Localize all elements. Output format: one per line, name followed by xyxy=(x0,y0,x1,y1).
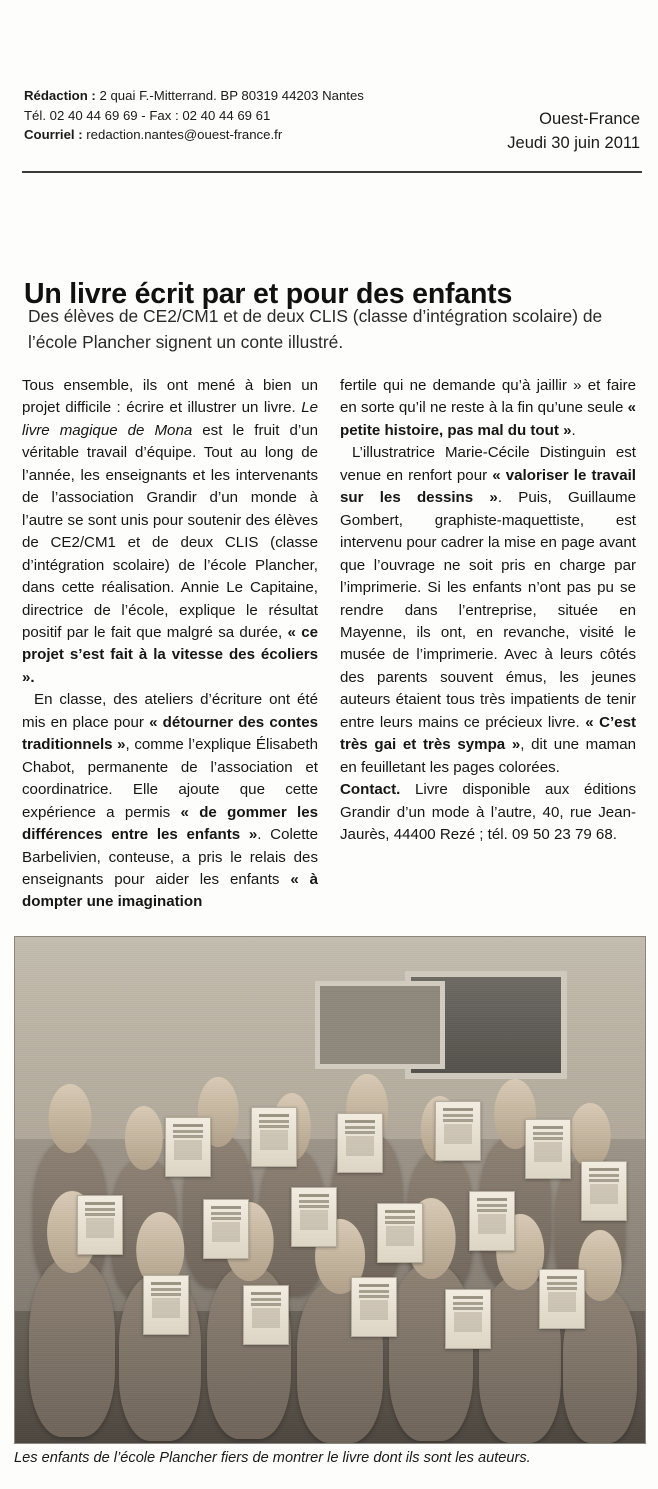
masthead-courriel-label: Courriel : xyxy=(24,127,83,142)
contact-details: Livre disponible aux éditions Grandir d’un mode à l’autre, 40, rue Jean-Jaurès, 44400 Rezé ; tél. 09 50 23 79 68. xyxy=(340,781,636,844)
photo-caption: Les enfants de l’école Plancher fiers de montrer le livre dont ils sont les auteurs. xyxy=(14,1450,531,1466)
masthead-courriel-value: redaction.nantes@ouest-france.fr xyxy=(82,127,283,142)
masthead-courriel-line xyxy=(24,125,364,145)
contact-paragraph xyxy=(340,779,636,846)
paragraph xyxy=(340,442,636,779)
paper-name: Ouest-France xyxy=(539,110,640,128)
text-run: est le fruit d’un véritable travail d’équipe. Tout au long de l’année, les enseignants et les intervenants de l’association Grandir d’un monde à l’autre se sont unis pour soutenir des élèves de CE2/CM1 et de deux CLIS (classe d’intégration scolaire) de l’école Plancher, dans cette réalisation. Annie Le Capitaine, directrice de l’école, explique le résultat positif par le fait que malgré sa durée, xyxy=(22,421,318,641)
issue-date: Jeudi 30 juin 2011 xyxy=(507,134,640,152)
column-right xyxy=(340,375,636,847)
text-run: L’illustratrice Marie-Cécile Distinguin est venue en renfort pour xyxy=(340,444,636,484)
masthead-title-block xyxy=(507,107,640,155)
masthead-redaction-line xyxy=(24,86,364,106)
column-left xyxy=(22,375,318,914)
contact-label: Contact. xyxy=(340,781,401,799)
article-body xyxy=(22,375,642,930)
quote-bold: « valoriser le travail sur les dessins » xyxy=(340,466,636,507)
text-run: fertile qui ne demande qu’à jaillir » et faire en sorte qu’il ne reste à la fin qu’une seule xyxy=(340,377,636,417)
text-run: , dit une maman en feuilletant les pages colorées. xyxy=(340,736,636,776)
photo-scene xyxy=(15,937,645,1443)
masthead-redaction-value: 2 quai F.-Mitterrand. BP 80319 44203 Nantes xyxy=(95,88,364,103)
text-run: Tous ensemble, ils ont mené à bien un projet difficile : écrire et illustrer un livre. xyxy=(22,377,318,417)
text-run: . Colette Barbelivien, conteuse, a pris le relais des enseignants pour aider les enfants xyxy=(22,826,318,888)
paragraph xyxy=(22,375,318,689)
text-run: . Puis, Guillaume Gombert, graphiste-maquettiste, est intervenu pour cadrer la mise en page avant que l’ouvrage ne soit pris en charge par l’imprimerie. Si les enfants n’ont pas pu se rendre dans l’entreprise, située en Mayenne, ils ont, en revanche, visité le musée de l’imprimerie. Avec à leurs côtés des parents souvent émus, les jeunes auteurs étaient tous très impatients de tenir entre leurs mains ce précieux livre. xyxy=(340,489,636,731)
masthead xyxy=(24,86,640,158)
standfirst: Des élèves de CE2/CM1 et de deux CLIS (classe d’intégration scolaire) de l’école Plancher signent un conte illustré. xyxy=(28,306,603,352)
paragraph xyxy=(22,689,318,914)
paragraph xyxy=(340,375,636,442)
masthead-contact-block xyxy=(24,86,364,145)
quote-bold: « de gommer les différences entre les enfants » xyxy=(22,803,319,844)
quote-bold: « petite histoire, pas mal du tout » xyxy=(340,399,636,439)
quote-bold: « détourner des contes traditionnels » xyxy=(22,713,318,754)
photo-grain-overlay xyxy=(15,937,645,1443)
text-run: , comme l’explique Élisabeth Chabot, permanente de l’association et coordinatrice. Elle ajoute que cette expérience a permis xyxy=(22,736,318,821)
quote-bold: « C’est très gai et très sympa » xyxy=(340,713,636,754)
text-run: . xyxy=(571,421,576,439)
quote-bold: « à dompter une imagination xyxy=(22,870,319,911)
masthead-redaction-label: Rédaction : xyxy=(24,88,96,103)
text-run: En classe, des ateliers d’écriture ont été mis en place pour xyxy=(22,691,318,731)
article-photo xyxy=(14,936,646,1444)
book-title-italic: Le livre magique de Mona xyxy=(22,399,318,439)
masthead-tel-line: Tél. 02 40 44 69 69 - Fax : 02 40 44 69 61 xyxy=(24,107,271,123)
quote-bold: « ce projet s’est fait à la vitesse des écoliers ». xyxy=(22,623,318,686)
page-title: Un livre écrit par et pour des enfants xyxy=(24,278,513,311)
header-divider xyxy=(22,171,642,173)
